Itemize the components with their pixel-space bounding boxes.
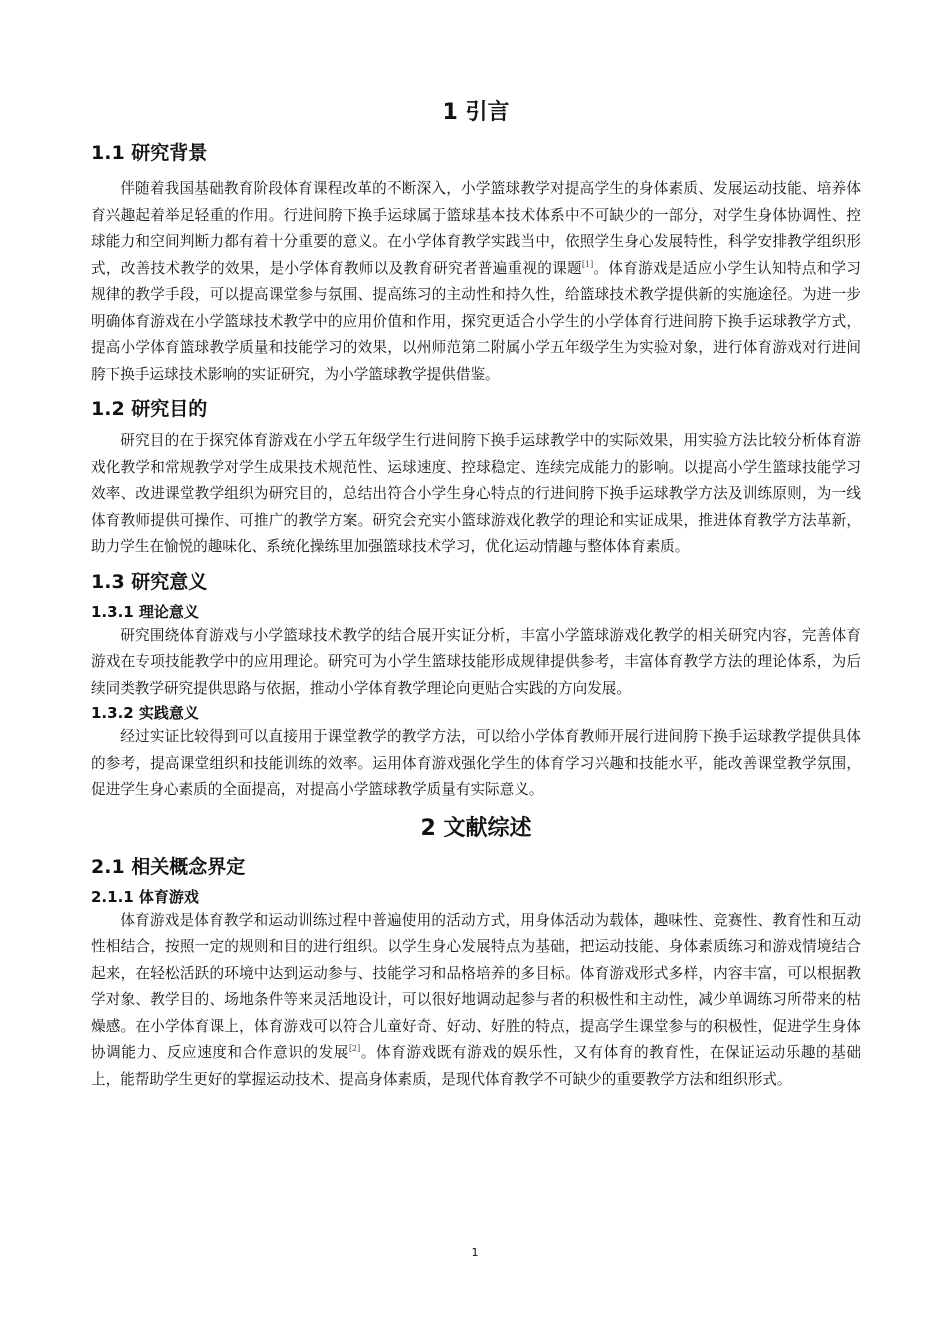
paragraph-text: 。体育游戏是适应小学生认知特点和学习规律的教学手段，可以提高课堂参与氛围、提高练习的主动性和持久性，给篮球技术教学提供新的实施途径。为进一步明确体育游戏在小学篮球技术教学中的应用价值和作用，探究更适合小学生的小学体育行进间胯下换手运球教学方式，提高小学体育篮球教学质量和技能学习的效果，以州师范第二附属小学五年级学生为实验对象，进行体育游戏对行进间胯下换手运球技术影响的实证研究，为小学篮球教学提供借鉴。 <box>91 259 861 383</box>
section-2-1-1-title: 2.1.1 体育游戏 <box>91 887 199 906</box>
section-2-1-title: 2.1 相关概念界定 <box>91 855 246 878</box>
chapter-2-title: 2 文献综述 <box>420 815 532 841</box>
section-1-3-1-paragraph: 研究围绕体育游戏与小学篮球技术教学的结合展开实证分析，丰富小学篮球游戏化教学的相关研究内容，完善体育游戏在专项技能教学中的应用理论。研究可为小学生篮球技能形成规律提供参考，丰富体育教学方法的理论体系，为后续同类教学研究提供思路与依据，推动小学体育教学理论向更贴合实践的方向发展。 <box>91 626 861 697</box>
section-1-2-title: 1.2 研究目的 <box>91 398 208 420</box>
document-page <box>91 96 861 1093</box>
section-1-3-title: 1.3 研究意义 <box>91 570 208 593</box>
citation-2: [2] <box>348 1044 361 1054</box>
section-2-1-1-paragraph <box>91 908 861 1094</box>
section-1-1-paragraph <box>91 176 861 388</box>
paragraph-text: 。体育游戏既有游戏的娱乐性，又有体育的教育性，在保证运动乐趣的基础上，能帮助学生更好的掌握运动技术、提高身体素质，是现代体育教学不可缺少的重要教学方法和组织形式。 <box>91 1044 861 1088</box>
section-1-3-1-title: 1.3.1 理论意义 <box>91 602 199 621</box>
citation-1: [1] <box>581 259 594 269</box>
section-1-3-2-title: 1.3.2 实践意义 <box>91 704 199 722</box>
section-1-1-title: 1.1 研究背景 <box>91 142 208 164</box>
section-1-3-2-paragraph: 经过实证比较得到可以直接用于课堂教学的教学方法，可以给小学体育教师开展行进间胯下换手运球教学提供具体的参考，提高课堂组织和技能训练的效率。运用体育游戏强化学生的体育学习兴趣和技能水平，能改善课堂教学氛围，促进学生身心素质的全面提高，对提高小学篮球教学质量有实际意义。 <box>91 728 861 798</box>
section-1-2-paragraph: 研究目的在于探究体育游戏在小学五年级学生行进间胯下换手运球教学中的实际效果，用实验方法比较分析体育游戏化教学和常规教学对学生成果技术规范性、运球速度、控球稳定、连续完成能力的影响。以提高小学生篮球技能学习效率、改进课堂教学组织为研究目的，总结出符合小学生身心特点的行进间胯下换手运球教学方法及训练原则，为一线体育教师提供可操作、可推广的教学方案。研究会充实小篮球游戏化教学的理论和实证成果，推进体育教学方法革新，助力学生在愉悦的趣味化、系统化操练里加强篮球技术学习，优化运动情趣与整体体育素质。 <box>91 432 861 555</box>
paragraph-text: 体育游戏是体育教学和运动训练过程中普遍使用的活动方式，用身体活动为载体，趣味性、竞赛性、教育性和互动性相结合，按照一定的规则和目的进行组织。以学生身心发展特点为基础，把运动技能、身体素质练习和游戏情境结合起来，在轻松活跃的环境中达到运动参与、技能学习和品格培养的多目标。体育游戏形式多样，内容丰富，可以根据教学对象、教学目的、场地条件等来灵活地设计，可以很好地调动起参与者的积极性和主动性，减少单调练习所带来的枯燥感。在小学体育课上，体育游戏可以符合儿童好奇、好动、好胜的特点，提高学生课堂参与的积极性，促进学生身体协调能力、反应速度和合作意识的发展 <box>91 911 861 1061</box>
page-number: 1 <box>471 1246 479 1259</box>
paragraph-text: 伴随着我国基础教育阶段体育课程改革的不断深入，小学篮球教学对提高学生的身体素质、发展运动技能、培养体育兴趣起着举足轻重的作用。行进间胯下换手运球属于篮球基本技术体系中不可缺少的一部分，对学生身体协调性、控球能力和空间判断力都有着十分重要的意义。在小学体育教学实践当中，依照学生身心发展特性，科学安排教学组织形式，改善技术教学的效果，是小学体育教师以及教育研究者普遍重视的课题 <box>91 180 861 277</box>
chapter-1-title: 1 引言 <box>442 100 510 125</box>
